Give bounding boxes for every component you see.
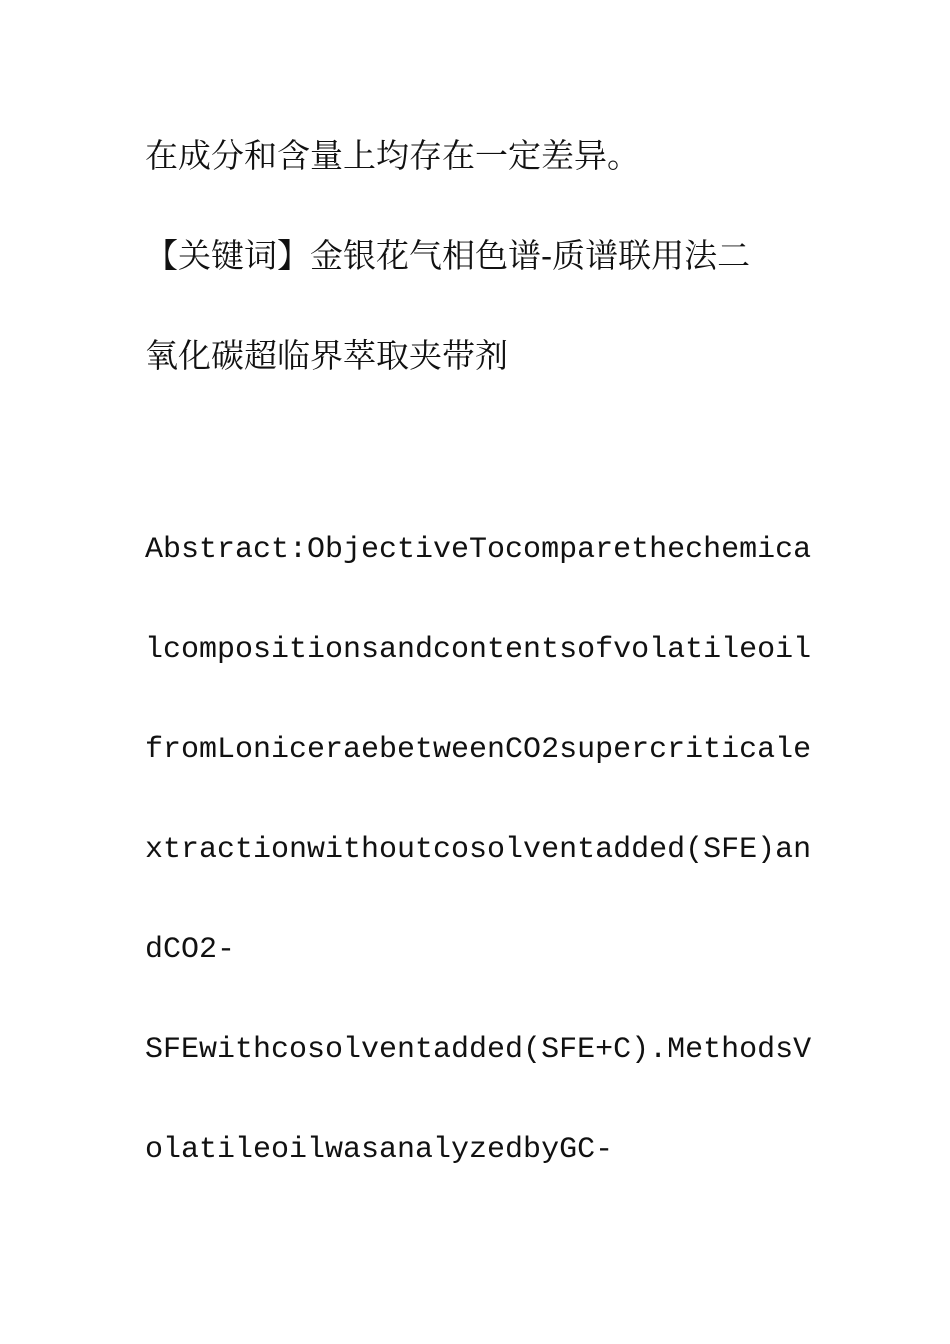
keywords-line: 【关键词】金银花气相色谱-质谱联用法二 [145, 236, 751, 275]
abstract-line: Abstract:ObjectiveTocomparethechemica [145, 533, 812, 567]
abstract-line: SFEwithcosolventadded(SFE+C).MethodsV [145, 1033, 812, 1067]
abstract-line: dCO2- [145, 933, 236, 967]
abstract-line: fromLoniceraebetweenCO2supercriticale [145, 733, 812, 767]
body-text-line: 在成分和含量上均存在一定差异。 [145, 136, 640, 175]
abstract-line: olatileoilwasanalyzedbyGC- [145, 1133, 614, 1167]
abstract-line: xtractionwithoutcosolventadded(SFE)an [145, 833, 812, 867]
abstract-line: lcompositionsandcontentsofvolatileoil [145, 633, 812, 667]
keywords-line: 氧化碳超临界萃取夹带剂 [145, 336, 508, 375]
